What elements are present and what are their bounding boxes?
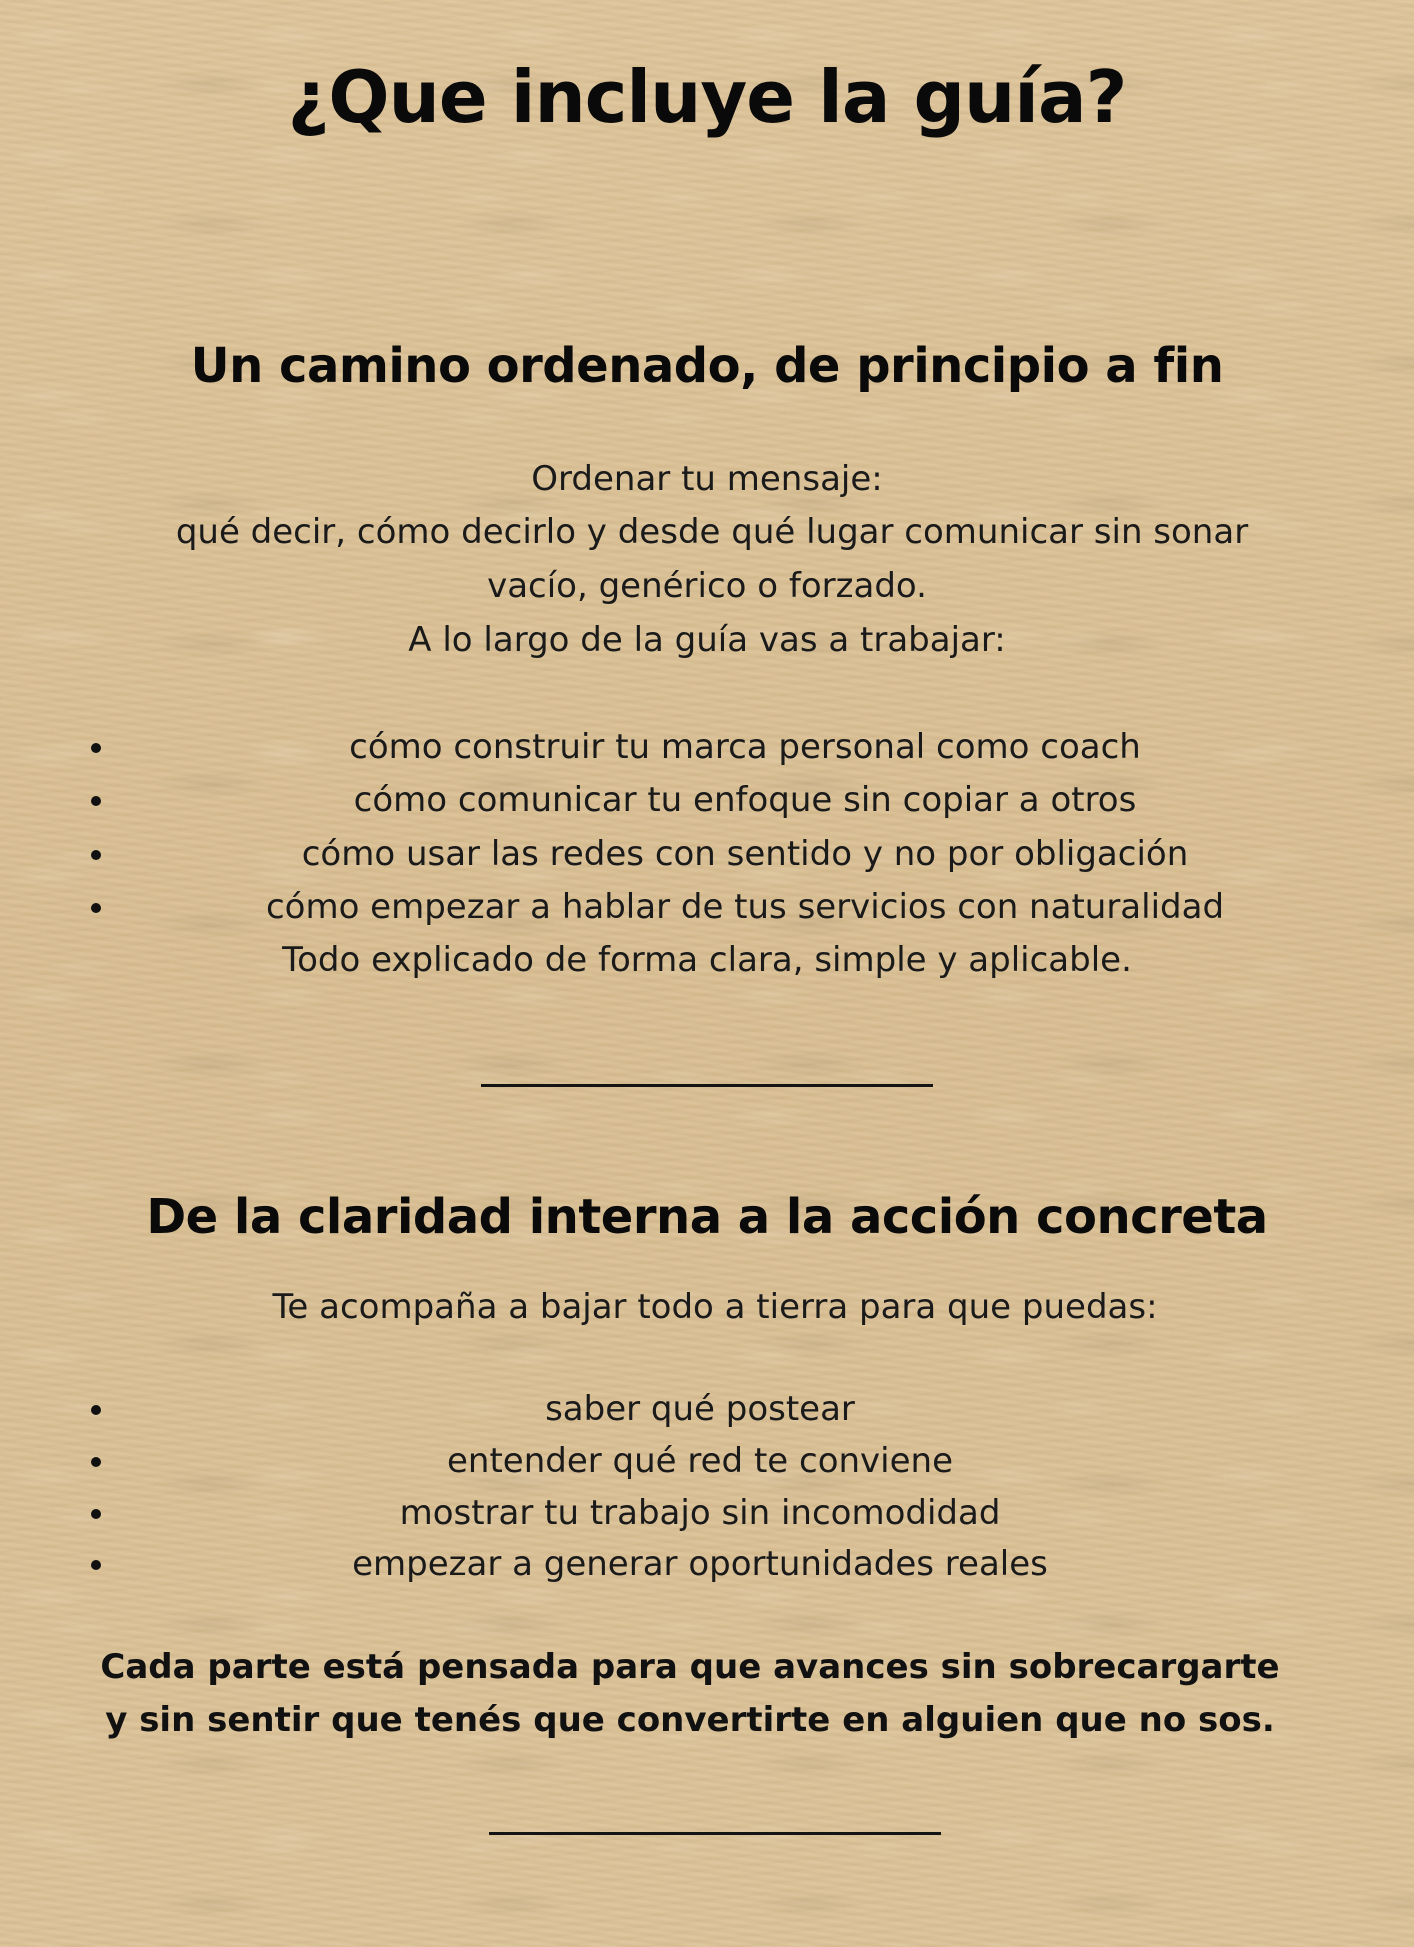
section2-list-item: empezar a generar oportunidades reales (352, 1544, 1048, 1584)
section2-closing-line: Cada parte está pensada para que avances sin sobrecargarte (100, 1647, 1280, 1687)
divider (489, 1832, 941, 1835)
page-title: ¿Que incluye la guía? (287, 55, 1127, 139)
section1-closing: Todo explicado de forma clara, simple y aplicable. (282, 940, 1132, 980)
section2-list-item: saber qué postear (545, 1389, 855, 1429)
section1-list-item: cómo construir tu marca personal como coach (349, 727, 1141, 767)
section1-intro-line: A lo largo de la guía vas a trabajar: (408, 620, 1006, 660)
section1-intro-line: vacío, genérico o forzado. (487, 566, 927, 606)
divider (481, 1084, 933, 1087)
section2-closing-line: y sin sentir que tenés que convertirte en alguien que no sos. (105, 1700, 1275, 1740)
section1-list-item: cómo comunicar tu enfoque sin copiar a otros (353, 780, 1137, 820)
section1-list-item: cómo usar las redes con sentido y no por obligación (301, 834, 1189, 874)
section1-list-item: cómo empezar a hablar de tus servicios con naturalidad (265, 887, 1225, 927)
section2-heading: De la claridad interna a la acción concreta (146, 1189, 1268, 1245)
section2-list-item: entender qué red te conviene (447, 1441, 953, 1481)
section1-intro-line: Ordenar tu mensaje: (531, 459, 883, 499)
section2-intro: Te acompaña a bajar todo a tierra para que puedas: (272, 1287, 1158, 1327)
section1-intro-line: qué decir, cómo decirlo y desde qué lugar comunicar sin sonar (175, 512, 1249, 552)
section2-list-item: mostrar tu trabajo sin incomodidad (399, 1493, 1001, 1533)
section1-heading: Un camino ordenado, de principio a fin (190, 338, 1224, 394)
